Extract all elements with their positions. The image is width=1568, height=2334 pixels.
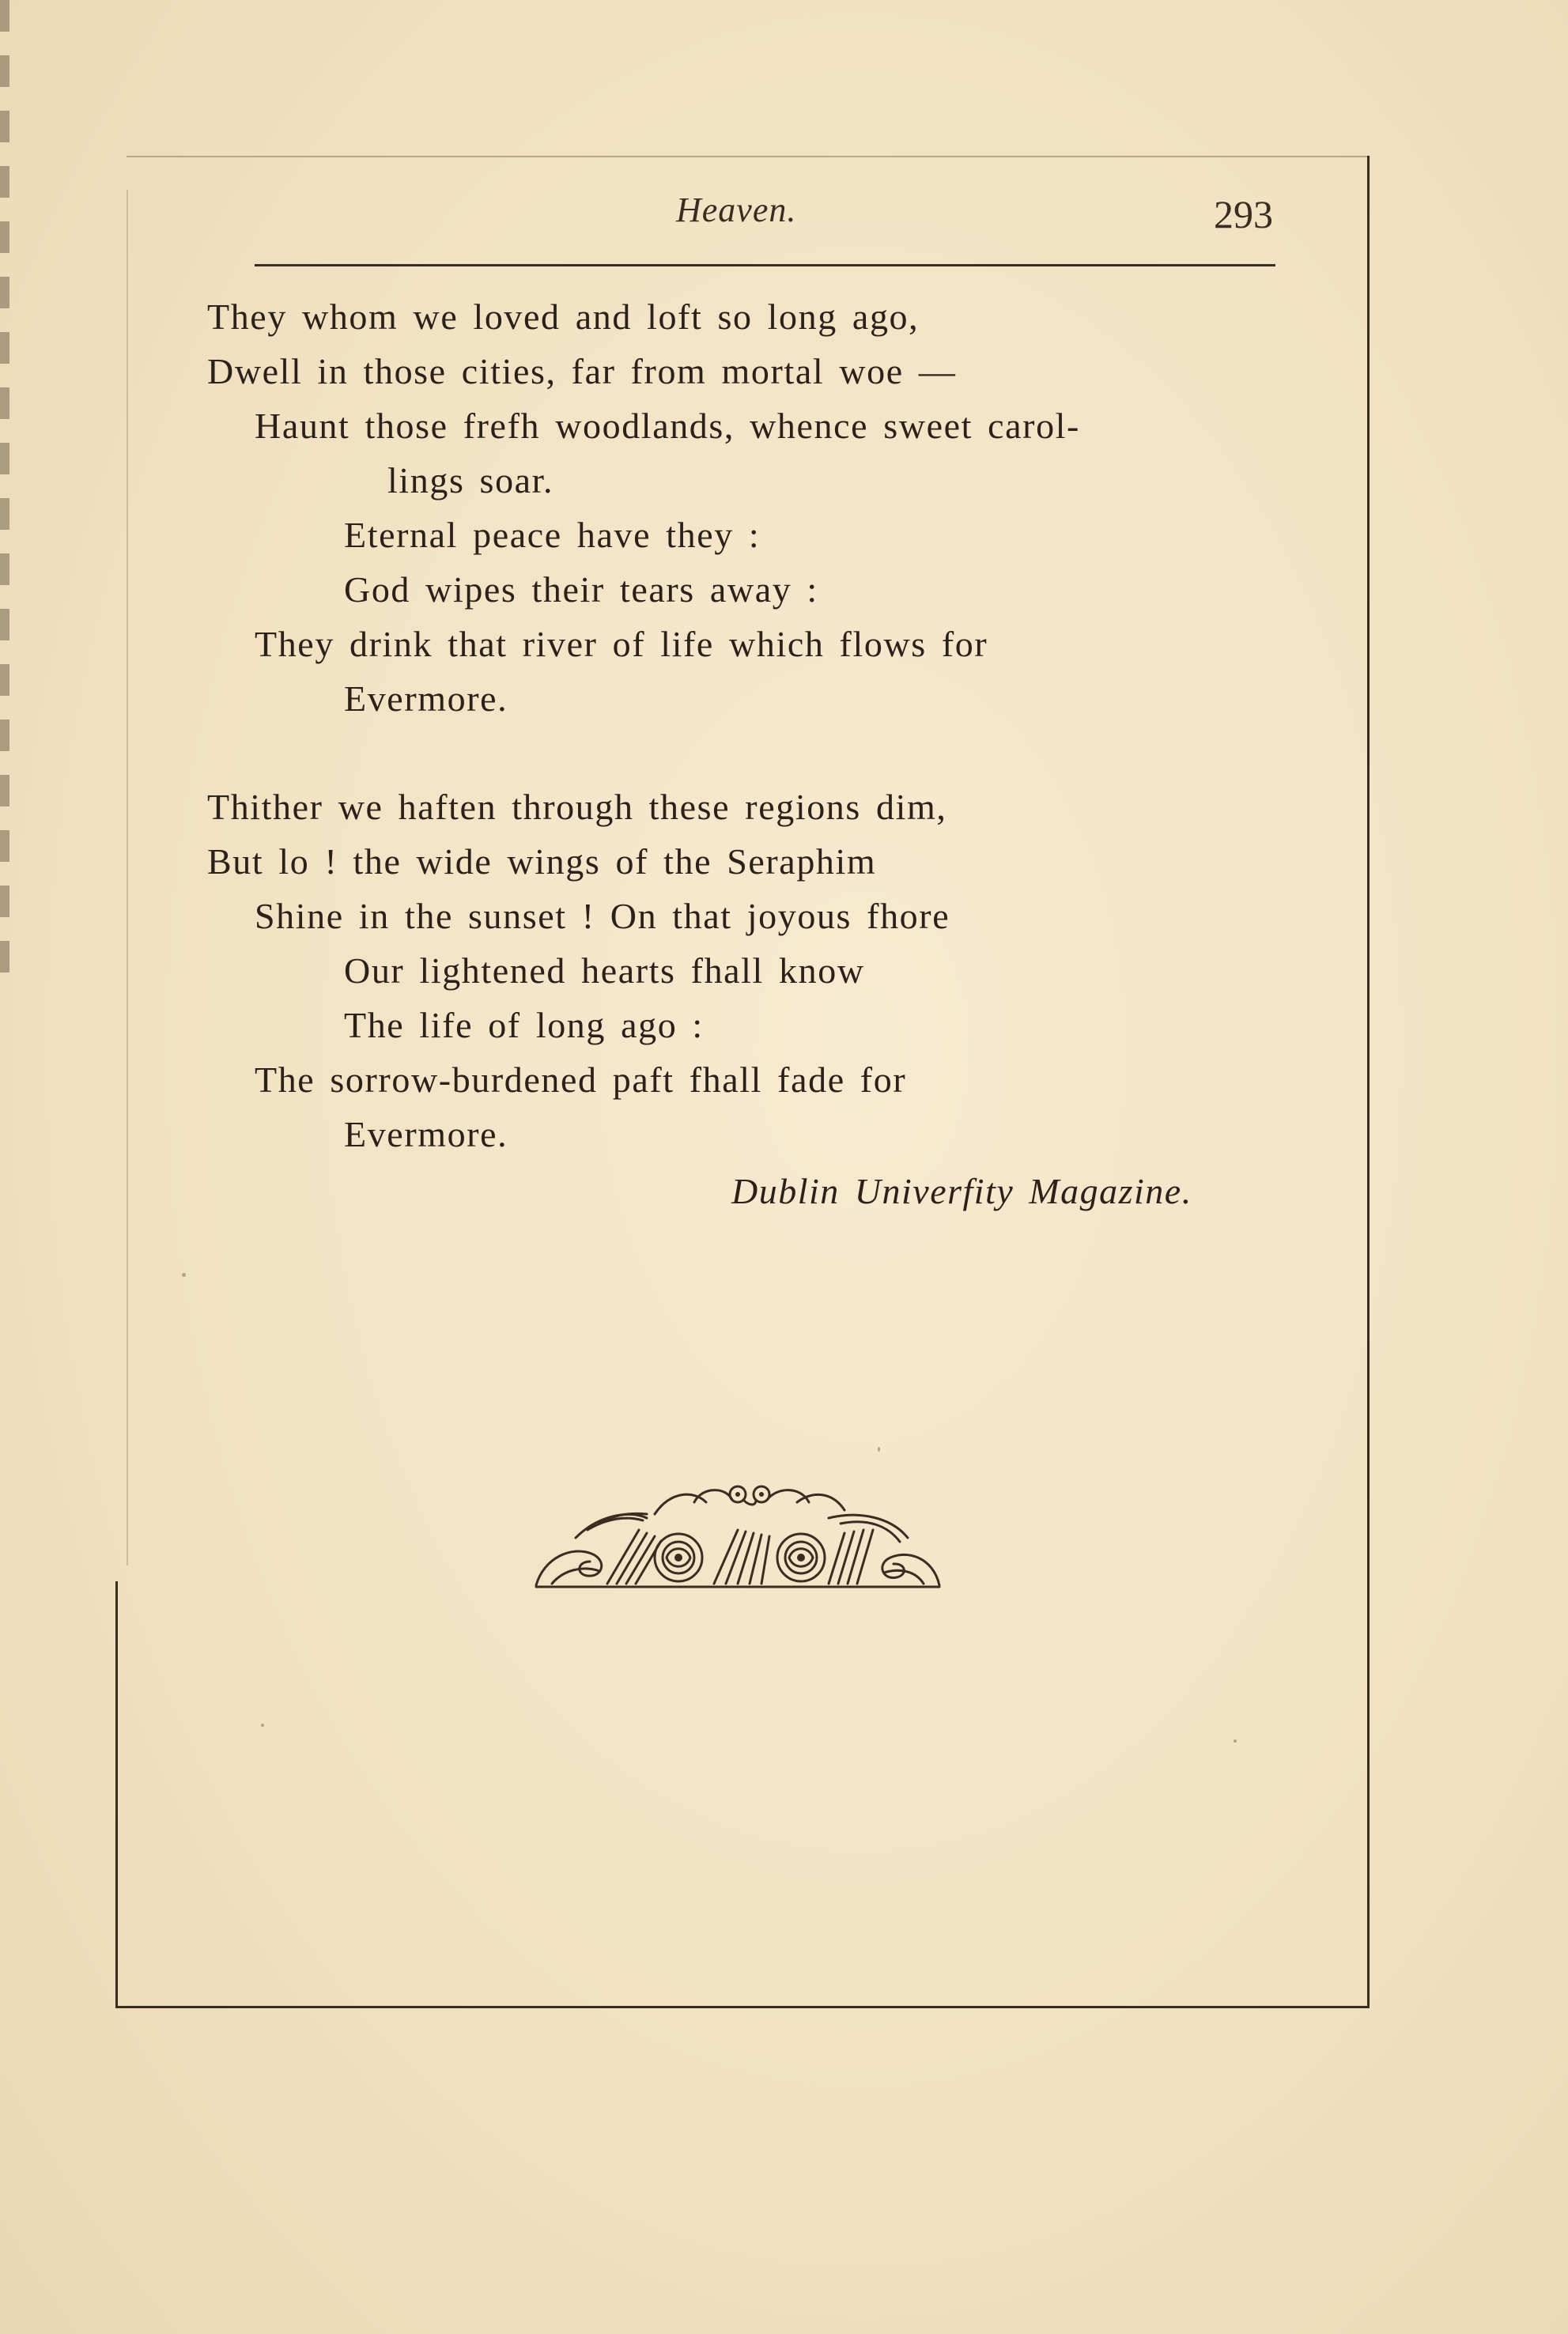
- book-edge: [0, 0, 9, 988]
- poem-line: God wipes their tears away :: [344, 569, 818, 610]
- poem-line: The life of long ago :: [344, 1005, 704, 1045]
- paper-speck: [878, 1447, 880, 1452]
- frame-left-rule: [115, 1581, 118, 2008]
- poem-line: lings soar.: [387, 460, 554, 500]
- attribution: Dublin Univerfity Magazine.: [731, 1171, 1192, 1211]
- frame-left-rule-faint: [127, 190, 128, 1565]
- poem-line: Haunt those frefh woodlands, whence sweet carol-: [255, 406, 1080, 446]
- paper-speck: [1234, 1739, 1237, 1743]
- page-number: 293: [1214, 192, 1273, 236]
- poem-line: The sorrow-burdened paft fhall fade for: [255, 1059, 907, 1100]
- paper-speck: [182, 1273, 186, 1277]
- header-rule: [255, 264, 1275, 266]
- poem-line: Evermore.: [344, 1114, 508, 1154]
- poem-line: Evermore.: [344, 678, 508, 719]
- poem-line: Dwell in those cities, far from mortal woe —: [207, 351, 957, 391]
- running-head: [0, 190, 1568, 245]
- poem-line: They whom we loved and loft so long ago,: [207, 296, 920, 337]
- poem-line: Shine in the sunset ! On that joyous fhore: [255, 896, 950, 936]
- poem-line: But lo ! the wide wings of the Seraphim: [207, 841, 877, 882]
- poem-line: Eternal peace have they :: [344, 515, 761, 555]
- tailpiece-ornament-icon: [528, 1482, 947, 1593]
- running-title: Heaven.: [676, 191, 797, 229]
- paper-speck: [261, 1724, 264, 1727]
- poem-line: Our lightened hearts fhall know: [344, 950, 865, 991]
- poem-line: Thither we haften through these regions dim,: [207, 787, 947, 827]
- poem-line: They drink that river of life which flows for: [255, 624, 988, 664]
